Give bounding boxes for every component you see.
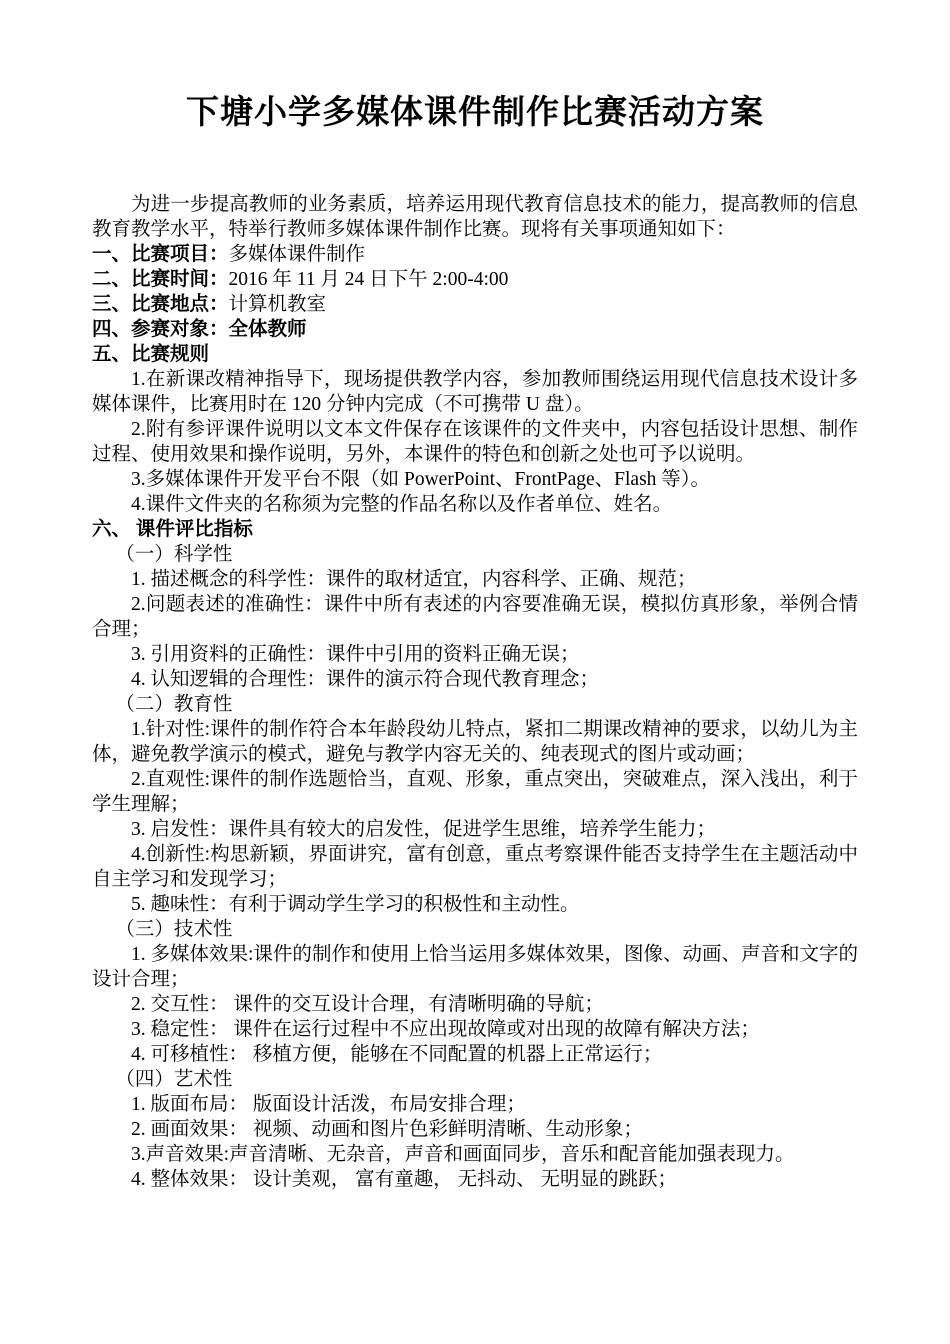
paragraph: 3. 引用资料的正确性：课件中引用的资料正确无误； [131, 643, 580, 665]
paragraph: 2. 画面效果： 视频、动画和图片色彩鲜明清晰、生动形象； [131, 1118, 643, 1140]
section-heading [92, 267, 858, 292]
paragraph: 1. 多媒体效果:课件的制作和使用上恰当运用多媒体效果，图像、动画、声音和文字的设计合理； [92, 943, 858, 990]
section-value: 全体教师 [228, 318, 307, 340]
paragraph: 1.在新课改精神指导下，现场提供教学内容，参加教师围绕运用现代信息技术设计多媒体课件，比赛用时在 120 分钟内完成（不可携带 U 盘）。 [92, 368, 858, 415]
paragraph: 为进一步提高教师的业务素质，培养运用现代教育信息技术的能力，提高教师的信息教育教学水平，特举行教师多媒体课件制作比赛。现将有关事项通知如下： [92, 193, 858, 240]
category-heading: （二）教育性 [115, 693, 233, 715]
paragraph: 3.多媒体课件开发平台不限（如 PowerPoint、FrontPage、Flash 等）。 [131, 468, 711, 490]
section-label: 四、参赛对象： [92, 318, 229, 340]
section-label: 五、比赛规则 [92, 343, 210, 365]
paragraph: 1. 描述概念的科学性：课件的取材适宜，内容科学、正确、规范； [131, 568, 697, 590]
paragraph: 3. 启发性：课件具有较大的启发性，促进学生思维，培养学生能力； [131, 818, 717, 840]
document-body [92, 192, 858, 1192]
section-heading [92, 317, 858, 342]
paragraph: 2.问题表述的准确性：课件中所有表述的内容要准确无误，模拟仿真形象，举例合情合理； [92, 593, 858, 640]
section-heading [92, 517, 858, 542]
section-label: 六、 课件评比指标 [92, 518, 253, 540]
paragraph: 2. 交互性： 课件的交互设计合理，有清晰明确的导航； [131, 993, 604, 1015]
section-heading [92, 242, 858, 267]
paragraph: 4.创新性:构思新颖，界面讲究，富有创意，重点考察课件能否支持学生在主题活动中自主学习和发现学习； [92, 843, 858, 890]
category-heading: （一）科学性 [115, 543, 233, 565]
document-title: 下塘小学多媒体课件制作比赛活动方案 [186, 95, 764, 131]
section-value: 2016 年 11 月 24 日下午 2:00-4:00 [228, 268, 509, 290]
section-label: 二、比赛时间： [92, 268, 229, 290]
paragraph: 3. 稳定性： 课件在运行过程中不应出现故障或对出现的故障有解决方法； [131, 1018, 760, 1040]
section-value: 计算机教室 [228, 293, 327, 315]
paragraph: 4. 认知逻辑的合理性：课件的演示符合现代教育理念； [131, 668, 600, 690]
paragraph: 5. 趣味性：有利于调动学生学习的积极性和主动性。 [131, 893, 580, 915]
category-heading: （四）艺术性 [115, 1068, 233, 1090]
category-heading: （三）技术性 [115, 918, 233, 940]
paragraph: 4. 可移植性： 移植方便，能够在不同配置的机器上正常运行； [131, 1043, 663, 1065]
paragraph: 2.附有参评课件说明以文本文件保存在该课件的文件夹中，内容包括设计思想、制作过程、使用效果和操作说明，另外，本课件的特色和创新之处也可予以说明。 [92, 418, 858, 465]
section-heading [92, 342, 858, 367]
paragraph: 2.直观性:课件的制作选题恰当，直观、形象，重点突出，突破难点，深入浅出，利于学生理解； [92, 768, 858, 815]
section-value: 多媒体课件制作 [228, 243, 366, 265]
section-label: 三、比赛地点： [92, 293, 229, 315]
paragraph: 4. 整体效果： 设计美观， 富有童趣， 无抖动、 无明显的跳跃； [131, 1168, 678, 1190]
section-heading [92, 292, 858, 317]
section-label: 一、比赛项目： [92, 243, 229, 265]
paragraph: 1. 版面布局： 版面设计活泼，布局安排合理； [131, 1093, 526, 1115]
paragraph: 3.声音效果:声音清晰、无杂音，声音和画面同步，音乐和配音能加强表现力。 [131, 1143, 795, 1165]
paragraph: 4.课件文件夹的名称须为完整的作品名称以及作者单位、姓名。 [131, 493, 673, 515]
paragraph: 1.针对性:课件的制作符合本年龄段幼儿特点，紧扣二期课改精神的要求，以幼儿为主体，避免教学演示的模式，避免与教学内容无关的、纯表现式的图片或动画； [92, 718, 858, 765]
